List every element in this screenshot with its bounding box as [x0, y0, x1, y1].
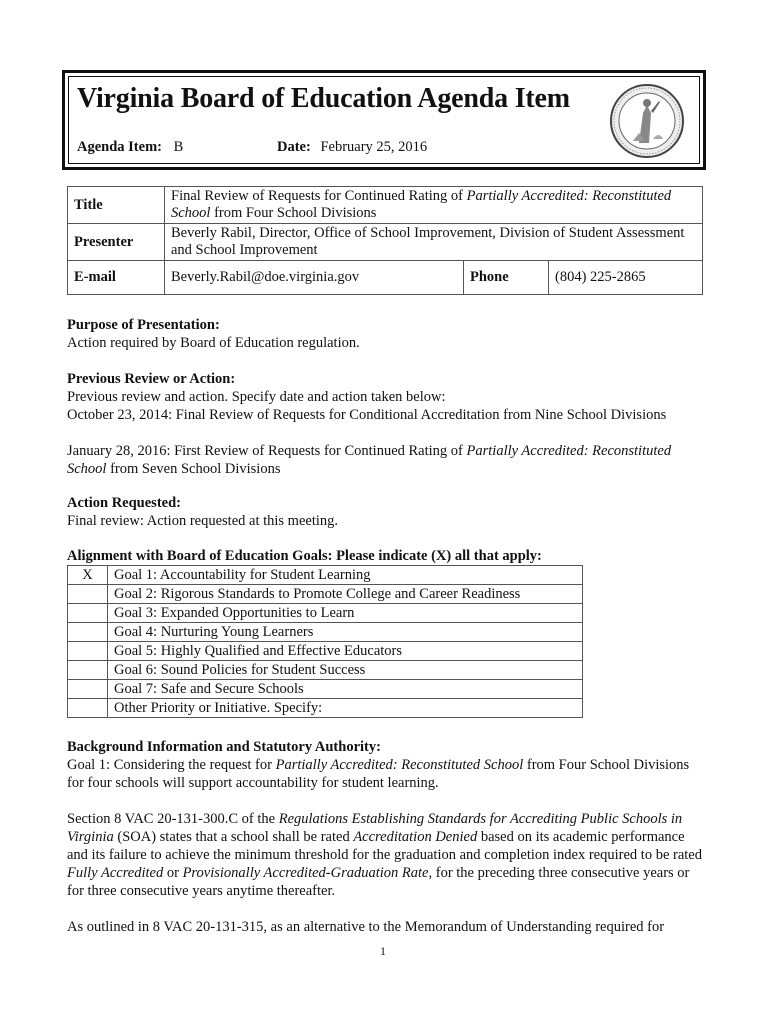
goal-mark-cell	[68, 661, 108, 680]
previous-p2-pre: January 28, 2016: First Review of Requests for Continued Rating of	[67, 443, 467, 459]
bg-p2-g: or	[163, 865, 183, 881]
table-row	[68, 566, 583, 585]
agenda-info-table	[67, 186, 703, 295]
table-row	[68, 699, 583, 718]
background-heading: Background Information and Statutory Authority:	[67, 739, 381, 755]
email-label: E-mail	[68, 261, 165, 295]
presenter-label: Presenter	[68, 224, 165, 261]
goal-label-cell: Goal 5: Highly Qualified and Effective Educators	[108, 642, 583, 661]
date-group	[277, 139, 427, 156]
title-text-italic: Partially Accredited: Reconstituted School	[171, 188, 672, 221]
action-text: Final review: Action requested at this meeting.	[67, 513, 339, 529]
virginia-seal-icon	[609, 83, 685, 159]
previous-p2-post: from Seven School Divisions	[106, 461, 281, 477]
bg-p2-e: based on its academic performance and its failure to achieve the minimum threshold for the graduation and completion index required to be rated	[67, 829, 702, 863]
goal-label-cell: Goal 3: Expanded Opportunities to Learn	[108, 604, 583, 623]
goals-table	[67, 565, 583, 718]
action-heading: Action Requested:	[67, 495, 181, 511]
bg-p2-d: Accreditation Denied	[353, 829, 478, 845]
goal-label-cell: Goal 1: Accountability for Student Learning	[108, 566, 583, 585]
background-section	[67, 738, 707, 936]
goal-mark-cell	[68, 680, 108, 699]
bg-p1-pre: Goal 1: Considering the request for	[67, 757, 276, 773]
goal-mark-cell	[68, 585, 108, 604]
bg-p2-h: Provisionally Accredited-Graduation Rate	[182, 865, 429, 881]
goal-mark-cell	[68, 623, 108, 642]
presenter-value: Beverly Rabil, Director, Office of School Improvement, Division of Student Assessment and School Improvement	[165, 224, 703, 261]
bg-p2-i: , for the preceding three consecutive years or for three consecutive years anytime thereafter.	[67, 865, 690, 899]
previous-section	[67, 370, 707, 478]
purpose-heading: Purpose of Presentation:	[67, 317, 220, 333]
background-paragraph-2	[67, 810, 707, 900]
previous-line-2: October 23, 2014: Final Review of Requests for Conditional Accreditation from Nine School Divisions	[67, 407, 667, 423]
table-row	[68, 224, 703, 261]
previous-line-1: Previous review and action. Specify date and action taken below:	[67, 389, 446, 405]
goal-label-cell: Goal 6: Sound Policies for Student Success	[108, 661, 583, 680]
email-value[interactable]: Beverly.Rabil@doe.virginia.gov	[165, 261, 464, 295]
background-paragraph-3: As outlined in 8 VAC 20-131-315, as an alternative to the Memorandum of Understanding required for	[67, 919, 665, 935]
goal-mark-cell: X	[68, 566, 108, 585]
bg-p2-c: (SOA) states that a school shall be rated	[113, 829, 354, 845]
previous-heading: Previous Review or Action:	[67, 371, 236, 387]
purpose-text: Action required by Board of Education regulation.	[67, 335, 360, 351]
table-row	[68, 642, 583, 661]
table-row	[68, 585, 583, 604]
table-row	[68, 604, 583, 623]
agenda-item-value: B	[173, 139, 184, 155]
bg-p1-italic: Partially Accredited: Reconstituted School	[275, 757, 524, 773]
action-section	[67, 494, 707, 530]
alignment-heading: Alignment with Board of Education Goals: Please indicate (X) all that apply:	[67, 548, 542, 564]
goal-mark-cell	[68, 604, 108, 623]
bg-p2-b: Regulations Establishing Standards for Accrediting Public Schools in Virginia	[67, 811, 683, 845]
page-number: 1	[380, 944, 386, 958]
title-text-pre: Final Review of Requests for Continued Rating of	[171, 188, 467, 204]
goal-label-cell: Goal 2: Rigorous Standards to Promote College and Career Readiness	[108, 585, 583, 604]
title-text-post: from Four School Divisions	[210, 205, 377, 221]
table-row	[68, 187, 703, 224]
title-label: Title	[68, 187, 165, 224]
table-row	[68, 623, 583, 642]
previous-paragraph-2	[67, 442, 707, 478]
goal-label-cell: Goal 7: Safe and Secure Schools	[108, 680, 583, 699]
goal-label-cell: Other Priority or Initiative. Specify:	[108, 699, 583, 718]
agenda-item-label: Agenda Item:	[77, 139, 162, 155]
agenda-header-inner	[68, 76, 700, 164]
page-title: Virginia Board of Education Agenda Item	[77, 83, 570, 114]
purpose-section	[67, 316, 707, 352]
date-value: February 25, 2016	[320, 139, 428, 155]
table-row	[68, 261, 703, 295]
bg-p2-a: Section 8 VAC 20-131-300.C of the	[67, 811, 279, 827]
background-paragraph-1	[67, 756, 707, 792]
previous-p2-italic: Partially Accredited: Reconstituted School	[67, 443, 672, 477]
table-row	[68, 680, 583, 699]
agenda-meta	[77, 139, 428, 156]
phone-value: (804) 225-2865	[549, 261, 703, 295]
goal-mark-cell	[68, 642, 108, 661]
goal-mark-cell	[68, 699, 108, 718]
date-label: Date:	[277, 139, 311, 155]
bg-p1-post: from Four School Divisions for four schools will support accountability for student learning.	[67, 757, 690, 791]
bg-p2-f: Fully Accredited	[67, 865, 164, 881]
goal-label-cell: Goal 4: Nurturing Young Learners	[108, 623, 583, 642]
phone-label: Phone	[464, 261, 549, 295]
alignment-section	[67, 547, 707, 565]
agenda-header-box	[62, 70, 706, 170]
title-value	[165, 187, 703, 224]
table-row	[68, 661, 583, 680]
